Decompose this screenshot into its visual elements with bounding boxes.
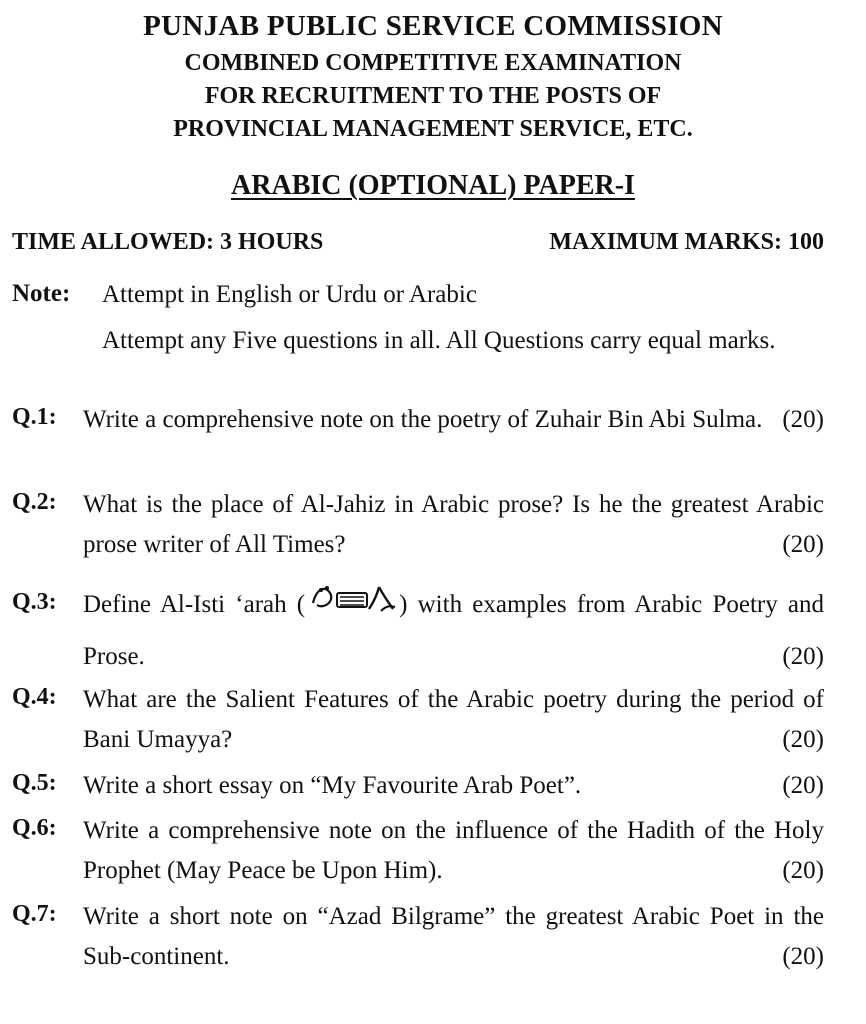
question-4 bbox=[83, 680, 824, 760]
question-text-before: Define Al-Isti ‘arah ( bbox=[83, 591, 306, 618]
question-number: Q.1: bbox=[12, 404, 57, 430]
time-allowed: TIME ALLOWED: 3 HOURS bbox=[12, 229, 324, 255]
note-language-instruction: Attempt in English or Urdu or Arabic bbox=[102, 281, 477, 308]
question-marks: (20) bbox=[782, 772, 824, 799]
question-number: Q.5: bbox=[12, 770, 57, 796]
service-line: PROVINCIAL MANAGEMENT SERVICE, ETC. bbox=[173, 116, 693, 142]
question-number: Q.4: bbox=[12, 684, 57, 710]
question-text: What is the place of Al-Jahiz in Arabic prose? Is he the greatest Arabic prose writer of All Times? bbox=[83, 491, 824, 558]
arabic-term-glyph bbox=[307, 581, 397, 632]
question-text: What are the Salient Features of the Arabic poetry during the period of Bani Umayya? bbox=[83, 686, 824, 753]
question-text: Write a comprehensive note on the influence of the Hadith of the Holy Prophet (May Peace be Upon Him). bbox=[83, 817, 824, 884]
exam-title: COMBINED COMPETITIVE EXAMINATION bbox=[184, 50, 682, 76]
question-5 bbox=[83, 766, 824, 806]
question-3 bbox=[83, 580, 824, 681]
paper-title: ARABIC (OPTIONAL) PAPER-I bbox=[231, 170, 635, 201]
question-marks: (20) bbox=[782, 726, 824, 753]
question-number: Q.2: bbox=[12, 489, 57, 515]
question-number: Q.3: bbox=[12, 589, 57, 615]
note-attempt-instruction: Attempt any Five questions in all. All Questions carry equal marks. bbox=[102, 327, 776, 354]
question-2 bbox=[83, 485, 824, 565]
question-marks: (20) bbox=[782, 857, 824, 884]
question-marks: (20) bbox=[782, 943, 824, 970]
question-marks: (20) bbox=[782, 642, 824, 670]
question-marks: (20) bbox=[782, 406, 824, 433]
question-marks: (20) bbox=[782, 531, 824, 558]
question-1 bbox=[83, 400, 824, 440]
maximum-marks: MAXIMUM MARKS: 100 bbox=[549, 229, 824, 255]
question-text: Write a short note on “Azad Bilgrame” the greatest Arabic Poet in the Sub-continent. bbox=[83, 903, 824, 970]
question-6 bbox=[83, 811, 824, 891]
question-text: Write a short essay on “My Favourite Arab Poet”. bbox=[83, 772, 582, 799]
question-number: Q.6: bbox=[12, 815, 57, 841]
arabic-term-glyph-drawing bbox=[307, 581, 397, 615]
commission-title: PUNJAB PUBLIC SERVICE COMMISSION bbox=[143, 10, 723, 42]
recruitment-line: FOR RECRUITMENT TO THE POSTS OF bbox=[204, 83, 662, 109]
question-7 bbox=[83, 897, 824, 977]
question-number: Q.7: bbox=[12, 901, 57, 927]
question-text: Write a comprehensive note on the poetry of Zuhair Bin Abi Sulma. bbox=[83, 406, 763, 433]
question-text-after: ) with examples from Arabic Poetry and Prose. bbox=[83, 591, 824, 670]
note-label: Note: bbox=[12, 280, 71, 307]
